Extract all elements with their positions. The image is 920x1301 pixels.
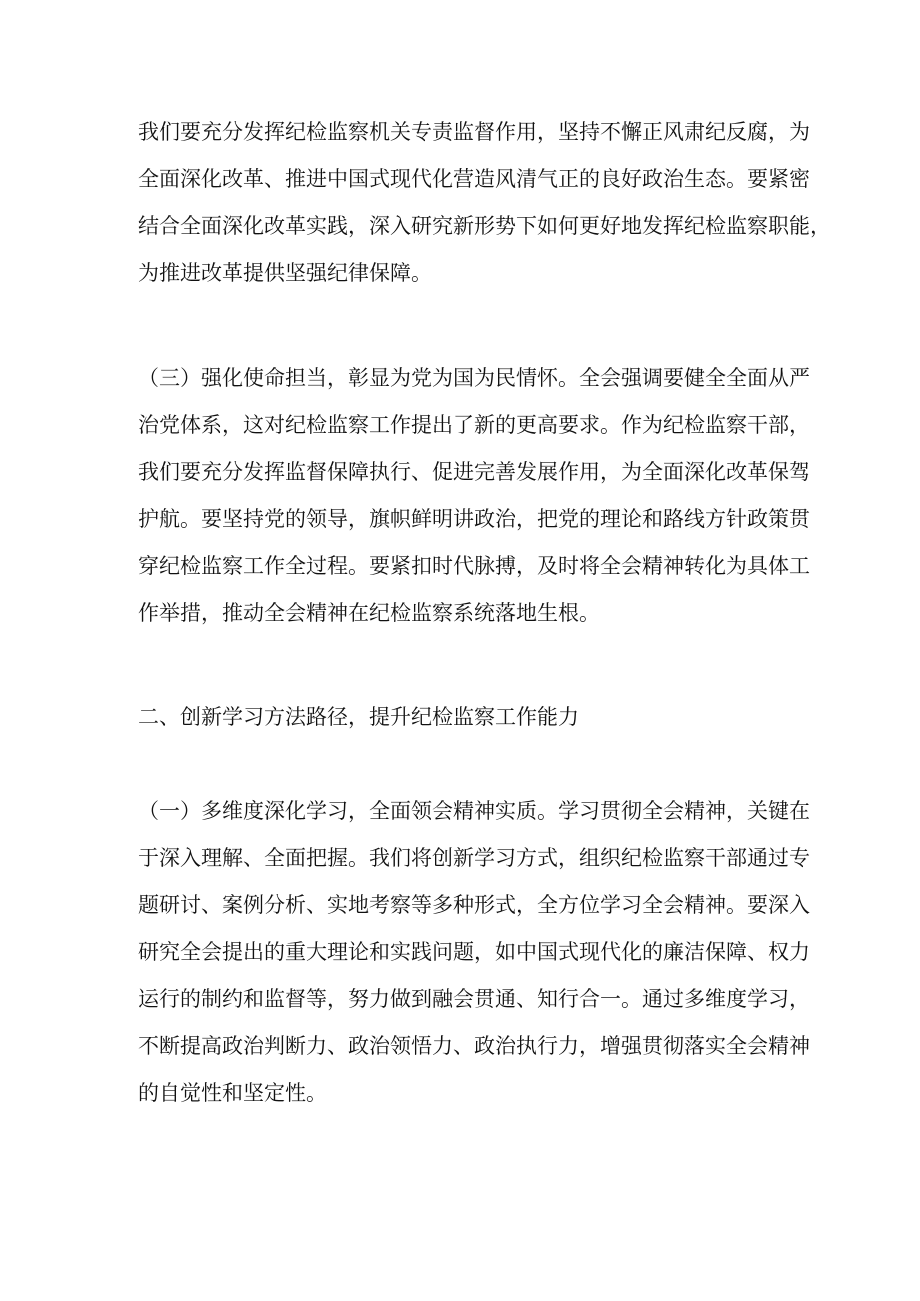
- paragraph-line: 全面深化改革、推进中国式现代化营造风清气正的良好政治生态。要紧密: [138, 167, 810, 191]
- paragraph-line: 我们要充分发挥纪检监察机关专责监督作用，坚持不懈正风肃纪反腐，为: [138, 120, 810, 144]
- paragraph-line: （一）多维度深化学习，全面领会精神实质。学习贯彻全会精神，关键在: [138, 799, 810, 823]
- paragraph-line: 结合全面深化改革实践，深入研究新形势下如何更好地发挥纪检监察职能，: [138, 214, 831, 238]
- heading-line: 二、创新学习方法路径，提升纪检监察工作能力: [138, 705, 579, 729]
- paragraph-line: 护航。要坚持党的领导，旗帜鲜明讲政治，把党的理论和路线方针政策贯: [138, 507, 810, 531]
- paragraph-line: 运行的制约和监督等，努力做到融会贯通、知行合一。通过多维度学习，: [138, 987, 810, 1011]
- paragraph-line: 我们要充分发挥监督保障执行、促进完善发展作用，为全面深化改革保驾: [138, 460, 810, 484]
- paragraph-line: 作举措，推动全会精神在纪检监察系统落地生根。: [138, 601, 600, 625]
- paragraph-line: 于深入理解、全面把握。我们将创新学习方式，组织纪检监察干部通过专: [138, 846, 810, 870]
- paragraph-line: 治党体系，这对纪检监察工作提出了新的更高要求。作为纪检监察干部，: [138, 413, 810, 437]
- paragraph-line: （三）强化使命担当，彰显为党为国为民情怀。全会强调要健全全面从严: [138, 366, 810, 390]
- paragraph-line: 题研讨、案例分析、实地考察等多种形式，全方位学习全会精神。要深入: [138, 893, 810, 917]
- paragraph-line: 为推进改革提供坚强纪律保障。: [138, 261, 432, 285]
- paragraph-line: 研究全会提出的重大理论和实践问题，如中国式现代化的廉洁保障、权力: [138, 940, 810, 964]
- paragraph-line: 的自觉性和坚定性。: [138, 1081, 327, 1105]
- paragraph-line: 穿纪检监察工作全过程。要紧扣时代脉搏，及时将全会精神转化为具体工: [138, 554, 810, 578]
- paragraph-line: 不断提高政治判断力、政治领悟力、政治执行力，增强贯彻落实全会精神: [138, 1034, 810, 1058]
